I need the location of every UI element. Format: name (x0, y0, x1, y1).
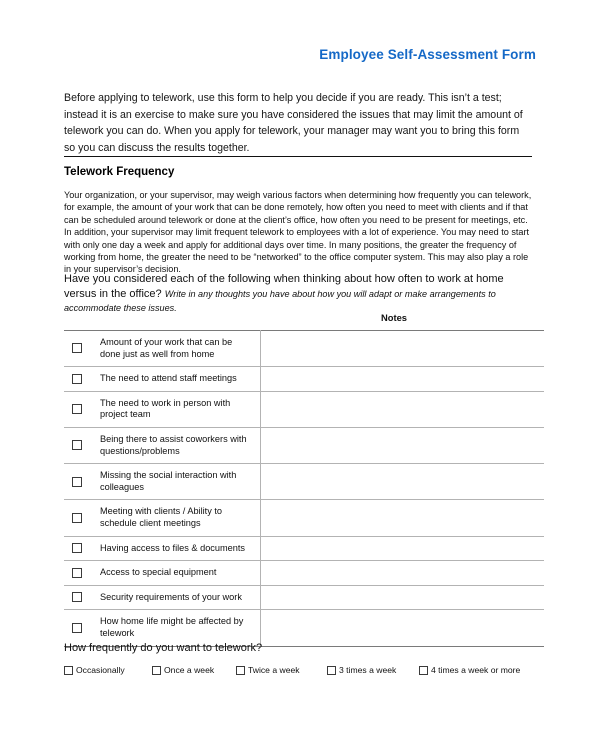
page-title: Employee Self-Assessment Form (319, 47, 536, 62)
checkbox-icon[interactable] (72, 543, 82, 553)
row-checkbox-cell[interactable] (64, 536, 98, 561)
table-row (64, 536, 544, 561)
row-checkbox-cell[interactable] (64, 561, 98, 586)
row-label: Access to special equipment (98, 561, 261, 586)
checkbox-icon[interactable] (152, 666, 161, 675)
checkbox-icon[interactable] (72, 477, 82, 487)
table-row (64, 610, 544, 646)
row-checkbox-cell[interactable] (64, 427, 98, 463)
table-row (64, 561, 544, 586)
frequency-option-twice-a-week[interactable] (236, 665, 300, 675)
row-notes-field[interactable] (261, 536, 545, 561)
question-instruction: Write in any thoughts you have about how you will adapt or make arrangements to accommodate these issues. (64, 288, 496, 314)
table-row (64, 464, 544, 500)
table-row (64, 391, 544, 427)
row-label: Amount of your work that can be done just as well from home (98, 331, 261, 367)
checkbox-icon[interactable] (72, 343, 82, 353)
frequency-option-4-times-a-week-or-more[interactable] (419, 665, 520, 675)
row-label: Having access to files & documents (98, 536, 261, 561)
frequency-option-label: Twice a week (248, 665, 300, 675)
row-checkbox-cell[interactable] (64, 391, 98, 427)
row-notes-field[interactable] (261, 464, 545, 500)
row-notes-field[interactable] (261, 391, 545, 427)
frequency-option-label: Occasionally (76, 665, 125, 675)
notes-column-header: Notes (380, 312, 408, 323)
horizontal-divider (64, 156, 532, 157)
row-label: How home life might be affected by telework (98, 610, 261, 646)
checkbox-icon[interactable] (64, 666, 73, 675)
row-label: The need to attend staff meetings (98, 367, 261, 392)
table-row (64, 585, 544, 610)
checkbox-icon[interactable] (72, 374, 82, 384)
frequency-option-label: 3 times a week (339, 665, 397, 675)
row-label: Security requirements of your work (98, 585, 261, 610)
consideration-question (64, 272, 534, 316)
table-row (64, 331, 544, 367)
frequency-option-label: 4 times a week or more (431, 665, 521, 675)
checkbox-icon[interactable] (72, 568, 82, 578)
row-notes-field[interactable] (261, 331, 545, 367)
row-label: Being there to assist coworkers with questions/problems (98, 427, 261, 463)
question-text: Have you considered each of the following when thinking about how often to work at home versus in the office? (64, 273, 504, 300)
checkbox-icon[interactable] (72, 404, 82, 414)
row-notes-field[interactable] (261, 427, 545, 463)
section-heading-telework-frequency: Telework Frequency (64, 166, 175, 178)
table-row (64, 367, 544, 392)
considerations-table (64, 330, 544, 647)
table-row (64, 500, 544, 536)
row-notes-field[interactable] (261, 585, 545, 610)
row-notes-field[interactable] (261, 500, 545, 536)
frequency-option-occasionally[interactable] (64, 665, 125, 675)
row-notes-field[interactable] (261, 610, 545, 646)
section-body-paragraph: Your organization, or your supervisor, may weigh various factors when determining how frequently you can telework, for example, the amount of your work that can be done remotely, how often you need to meet with clients and if that can be scheduled around telework or done at the client’s office, how often you need to be present for meetings, etc. In addition, your supervisor may limit frequent telework to employees with a lot of experience. You may need to start with only one day a week and apply for additional days over time. In many positions, the greater the frequency of working from home, the greater the need to be “networked” to the office computer system. This may also play a role in your supervisor’s decision. (64, 190, 532, 275)
row-notes-field[interactable] (261, 561, 545, 586)
checkbox-icon[interactable] (72, 623, 82, 633)
considerations-table-body (64, 331, 544, 647)
frequency-option-once-a-week[interactable] (152, 665, 214, 675)
row-checkbox-cell[interactable] (64, 367, 98, 392)
checkbox-icon[interactable] (72, 592, 82, 602)
row-label: Missing the social interaction with colleagues (98, 464, 261, 500)
checkbox-icon[interactable] (72, 513, 82, 523)
frequency-option-3-times-a-week[interactable] (327, 665, 396, 675)
row-checkbox-cell[interactable] (64, 585, 98, 610)
frequency-question: How frequently do you want to telework? (64, 642, 263, 654)
checkbox-icon[interactable] (72, 440, 82, 450)
row-label: The need to work in person with project team (98, 391, 261, 427)
row-checkbox-cell[interactable] (64, 464, 98, 500)
frequency-option-label: Once a week (164, 665, 215, 675)
intro-paragraph: Before applying to telework, use this form to help you decide if you are ready. This isn’t a test; instead it is an exercise to make sure you have considered the issues that may limit the amount of telework you can do. When you apply for telework, your manager may want you to bring this form so you can discuss the results together. (64, 92, 523, 154)
frequency-options-group (64, 665, 536, 681)
checkbox-icon[interactable] (419, 666, 428, 675)
row-checkbox-cell[interactable] (64, 331, 98, 367)
row-label: Meeting with clients / Ability to schedule client meetings (98, 500, 261, 536)
checkbox-icon[interactable] (236, 666, 245, 675)
checkbox-icon[interactable] (327, 666, 336, 675)
row-checkbox-cell[interactable] (64, 610, 98, 646)
row-checkbox-cell[interactable] (64, 500, 98, 536)
table-row (64, 427, 544, 463)
row-notes-field[interactable] (261, 367, 545, 392)
